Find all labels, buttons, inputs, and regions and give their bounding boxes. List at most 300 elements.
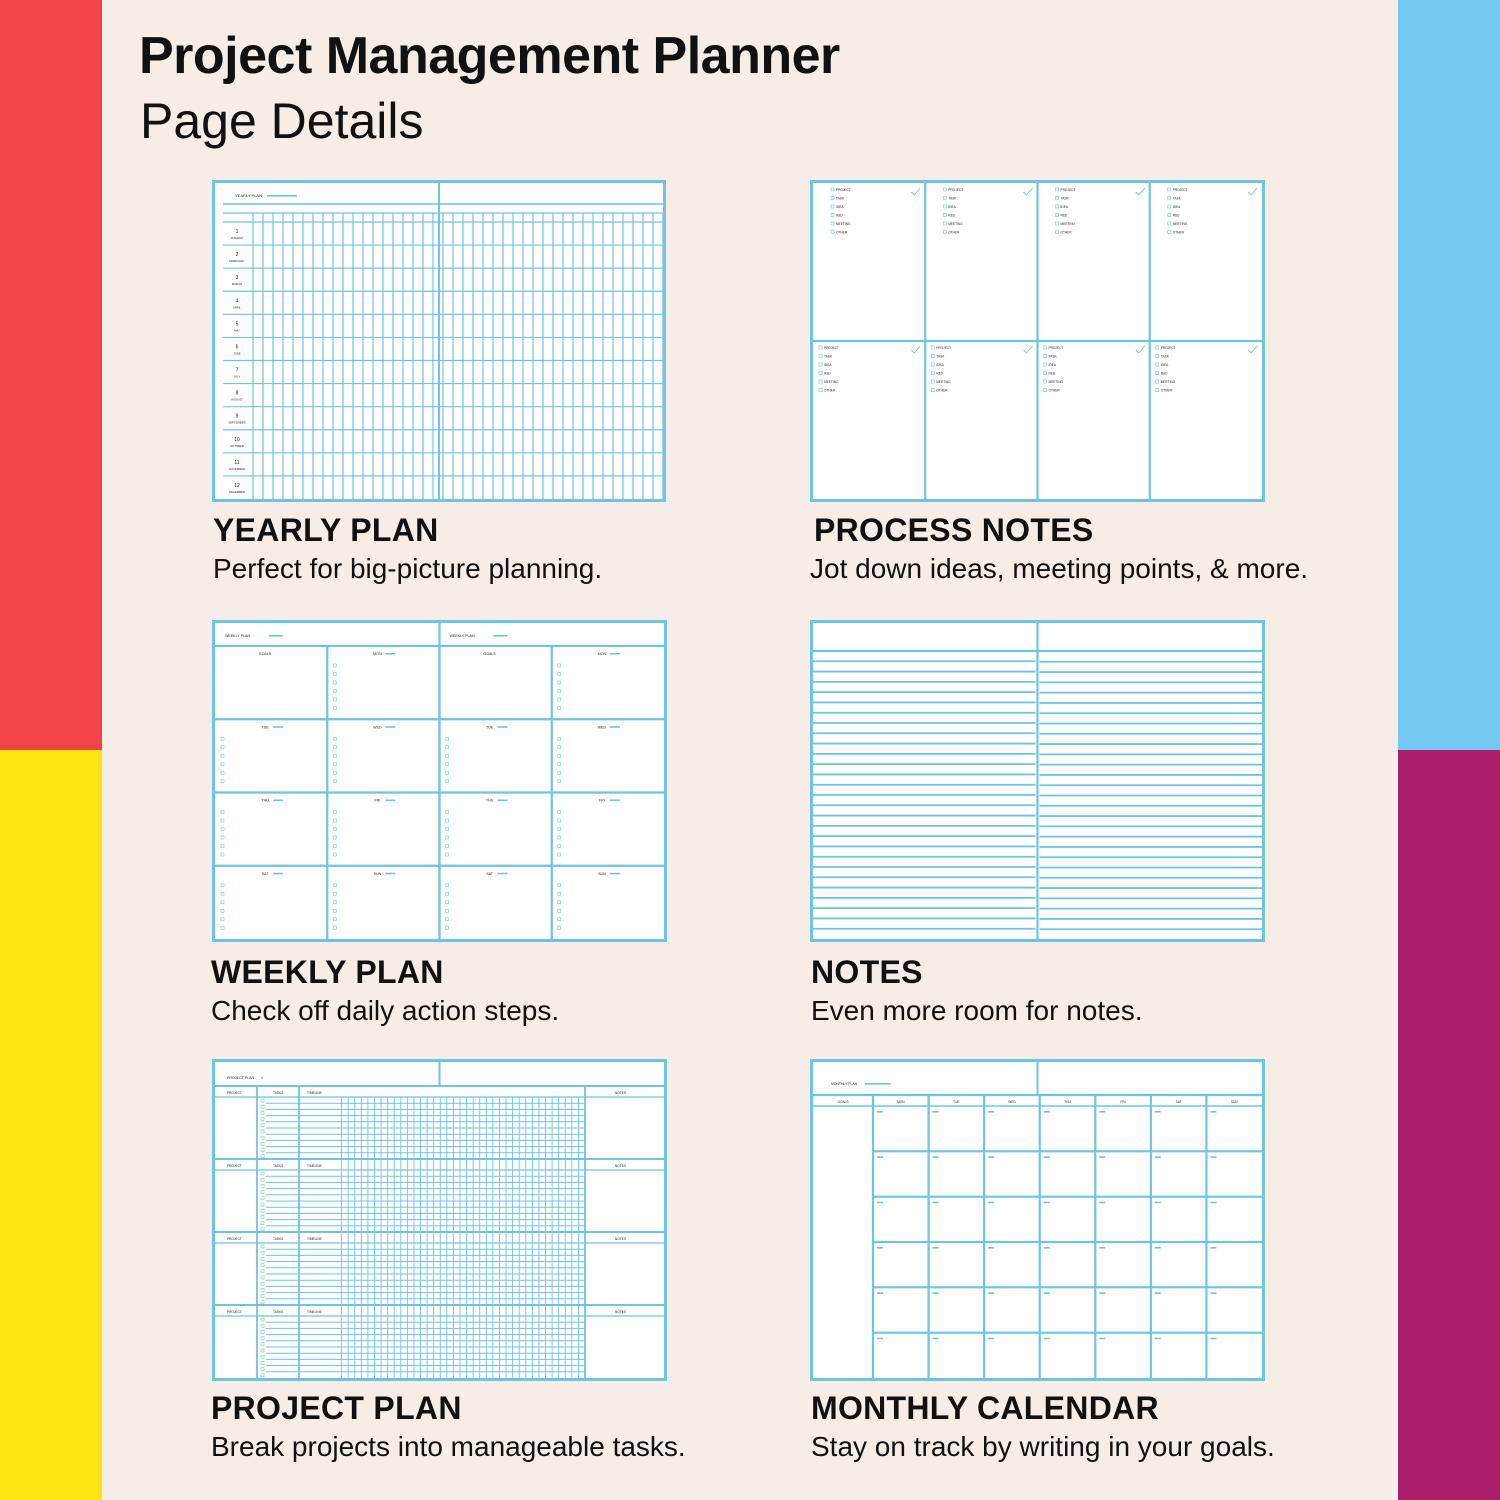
mini-label: R&D — [936, 371, 943, 376]
checkbox-icon — [558, 884, 561, 887]
mini-label: R&D — [1048, 371, 1056, 376]
date-dash — [933, 1338, 939, 1340]
mini-label: FRI — [598, 798, 605, 803]
mini-label: SAT — [1175, 1100, 1182, 1104]
checkbox-icon — [558, 698, 561, 701]
date-dash — [385, 873, 395, 875]
checkbox-icon — [931, 363, 934, 366]
date-dash — [988, 1338, 994, 1340]
checkbox-icon — [1156, 380, 1159, 383]
date-dash — [933, 1156, 939, 1158]
checkbox-icon — [831, 197, 834, 200]
checkbox-icon — [221, 884, 224, 887]
notes-description: Even more room for notes. — [811, 995, 1143, 1026]
checkbox-icon — [819, 355, 822, 358]
mini-label: YEARLY PLAN — [235, 193, 262, 198]
checkbox-icon — [558, 845, 561, 848]
checkbox-icon — [446, 853, 449, 856]
mini-label: SUN — [373, 871, 382, 876]
checkbox-icon — [261, 1301, 264, 1304]
checkbox-icon — [261, 1209, 264, 1212]
magenta-color-band — [1398, 750, 1500, 1500]
mini-label: SAT — [261, 871, 269, 876]
mini-label: TUE — [261, 725, 269, 730]
checkbox-icon — [261, 1257, 264, 1260]
mini-label: 4 — [235, 298, 239, 305]
date-dash — [1155, 1292, 1161, 1294]
mini-label: OTHER — [1172, 230, 1184, 235]
mini-label: NOTES — [615, 1310, 626, 1314]
date-dash — [877, 1111, 883, 1113]
checkbox-icon — [221, 771, 224, 774]
process-notes-title: PROCESS NOTES — [814, 512, 1094, 548]
checkbox-icon — [221, 892, 224, 895]
checkbox-icon — [446, 845, 449, 848]
mini-label: MEETING — [824, 380, 839, 384]
checkbox-icon — [558, 780, 561, 783]
checkbox-icon — [261, 1099, 264, 1102]
project-plan-description: Break projects into manageable tasks. — [211, 1431, 686, 1462]
mini-label: PROJECT — [227, 1237, 242, 1241]
mini-label: IDEA — [1060, 205, 1068, 209]
checkbox-icon — [831, 222, 834, 225]
checkbox-icon — [558, 681, 561, 684]
page-title: Project Management Planner — [139, 27, 840, 85]
checkbox-icon — [558, 811, 561, 814]
mini-label: TASKS — [273, 1091, 284, 1095]
checkbox-icon — [1156, 346, 1159, 349]
checkbox-icon — [931, 355, 934, 358]
checkbox-icon — [221, 926, 224, 929]
checkbox-icon — [261, 1282, 264, 1285]
mini-label: TUE — [486, 725, 494, 730]
date-dash — [877, 1202, 883, 1204]
monthly-calendar-grid — [813, 1062, 1262, 1378]
checkbox-icon — [1044, 372, 1047, 375]
mini-label: TIMELINE — [307, 1091, 322, 1095]
checkbox-icon — [558, 836, 561, 839]
checkbox-icon — [1168, 205, 1171, 208]
checkbox-icon — [261, 1324, 264, 1327]
monthly-calendar-page-preview — [810, 1059, 1265, 1381]
mini-label: OTHER — [1060, 230, 1072, 235]
date-dash — [498, 800, 508, 802]
checkbox-icon — [446, 746, 449, 749]
checkbox-icon — [261, 1105, 264, 1108]
checkbox-icon — [333, 828, 336, 831]
checkbox-icon — [558, 690, 561, 693]
mini-label: 3 — [235, 275, 239, 282]
checkbox-icon — [261, 1374, 264, 1377]
mini-label: DECEMBER — [229, 489, 245, 494]
date-dash — [1044, 1156, 1050, 1158]
checkbox-icon — [333, 845, 336, 848]
weekly-plan-page-preview — [212, 620, 667, 942]
date-dash — [1099, 1202, 1105, 1204]
mini-label: MON — [597, 652, 607, 656]
mini-label: OTHER — [824, 388, 836, 393]
weekly-plan-title: WEEKLY PLAN — [211, 954, 444, 990]
mini-label: MON — [897, 1100, 905, 1104]
checkbox-icon — [558, 707, 561, 710]
checkbox-icon — [261, 1343, 264, 1346]
checkbox-icon — [1056, 197, 1059, 200]
checkbox-icon — [446, 828, 449, 831]
mini-label: MEETING — [1048, 380, 1064, 384]
checkbox-icon — [333, 884, 336, 887]
checkbox-icon — [1156, 389, 1159, 392]
checkbox-icon — [333, 737, 336, 740]
checkbox-icon — [1168, 188, 1171, 191]
mini-label: WEEKLY PLAN — [449, 634, 475, 638]
mini-label: FRI — [1120, 1100, 1126, 1104]
date-dash — [498, 726, 508, 728]
mini-label: MON — [373, 652, 382, 656]
checkbox-icon — [1056, 231, 1059, 234]
checkmark-icon — [1024, 346, 1033, 353]
date-dash — [1099, 1156, 1105, 1158]
date-dash — [877, 1156, 883, 1158]
notes-title: NOTES — [811, 954, 923, 990]
process-notes-grid — [813, 183, 1262, 499]
checkbox-icon — [1168, 214, 1171, 217]
mini-label: PROJECT PLAN — [227, 1076, 255, 1080]
date-dash — [269, 635, 283, 637]
date-dash — [1044, 1247, 1050, 1249]
checkbox-icon — [1168, 197, 1171, 200]
checkbox-icon — [221, 737, 224, 740]
checkbox-icon — [558, 737, 561, 740]
date-dash — [1155, 1338, 1161, 1340]
checkbox-icon — [558, 763, 561, 766]
date-dash — [1099, 1111, 1105, 1113]
red-color-band — [0, 0, 102, 750]
mini-label: 1 — [235, 229, 239, 235]
process-notes-page-preview — [810, 180, 1265, 502]
checkbox-icon — [943, 222, 946, 225]
mini-label: WED — [1008, 1100, 1016, 1104]
checkbox-icon — [558, 673, 561, 676]
checkbox-icon — [1056, 188, 1059, 191]
mini-label: WED — [373, 725, 382, 730]
mini-label: OTHER — [1048, 388, 1060, 393]
checkbox-icon — [446, 754, 449, 757]
mini-label: MONTHLY PLAN — [831, 1082, 858, 1086]
mini-label: TASK — [1172, 196, 1181, 201]
mini-label: MAY — [234, 328, 240, 333]
checkmark-icon — [1024, 188, 1033, 195]
checkbox-icon — [1044, 346, 1047, 349]
mini-label: GOALS — [483, 652, 496, 656]
mini-label: 2 — [235, 252, 239, 259]
mini-label: TASKS — [273, 1310, 284, 1314]
checkbox-icon — [221, 828, 224, 831]
mini-label: TIMELINE — [307, 1310, 322, 1314]
mini-label: SAT — [486, 871, 493, 876]
monthly-calendar-title: MONTHLY CALENDAR — [811, 1390, 1159, 1426]
checkbox-icon — [446, 763, 449, 766]
checkbox-icon — [943, 231, 946, 234]
checkbox-icon — [819, 380, 822, 383]
mini-label: R&D — [948, 213, 955, 218]
date-dash — [1044, 1202, 1050, 1204]
date-dash — [877, 1247, 883, 1249]
checkbox-icon — [819, 346, 822, 349]
mini-label: TASK — [936, 354, 945, 359]
mini-label: 11 — [234, 459, 240, 466]
checkbox-icon — [221, 754, 224, 757]
yearly-plan-description: Perfect for big-picture planning. — [213, 553, 603, 584]
date-dash — [610, 800, 620, 802]
mini-label: PROJECT — [1048, 346, 1064, 350]
checkbox-icon — [446, 918, 449, 921]
mini-label: TASK — [1060, 196, 1069, 201]
checkbox-icon — [558, 853, 561, 856]
checkbox-icon — [261, 1337, 264, 1340]
checkbox-icon — [261, 1130, 264, 1133]
checkbox-icon — [1056, 214, 1059, 217]
mini-label: TASK — [1048, 354, 1057, 359]
mini-label: TASKS — [273, 1164, 284, 1168]
mini-label: IDEA — [1172, 205, 1181, 209]
mini-label: R&D — [836, 213, 843, 218]
checkbox-icon — [446, 819, 449, 822]
mini-label: TASK — [824, 354, 833, 359]
mini-label: MEETING — [948, 222, 963, 226]
notes-page-preview — [810, 620, 1265, 942]
checkbox-icon — [558, 901, 561, 904]
mini-label: IDEA — [1048, 363, 1056, 367]
checkbox-icon — [558, 918, 561, 921]
checkbox-icon — [261, 1197, 264, 1200]
checkbox-icon — [1044, 363, 1047, 366]
checkbox-icon — [261, 1215, 264, 1218]
checkbox-icon — [931, 380, 934, 383]
checkbox-icon — [221, 763, 224, 766]
project-plan-title: PROJECT PLAN — [211, 1390, 462, 1426]
mini-label: NOTES — [615, 1091, 626, 1095]
mini-label: 8 — [235, 390, 239, 397]
checkbox-icon — [261, 1245, 264, 1248]
checkbox-icon — [831, 214, 834, 217]
checkbox-icon — [333, 892, 336, 895]
checkbox-icon — [333, 681, 336, 684]
mini-label: OTHER — [836, 230, 848, 235]
mini-label: AUGUST — [231, 397, 243, 402]
yellow-color-band — [0, 750, 102, 1500]
mini-label: OTHER — [1160, 388, 1172, 393]
checkbox-icon — [446, 901, 449, 904]
checkbox-icon — [261, 1276, 264, 1279]
project-plan-grid — [215, 1062, 664, 1378]
checkbox-icon — [261, 1142, 264, 1145]
date-dash — [261, 1077, 263, 1079]
checkbox-icon — [446, 884, 449, 887]
checkbox-icon — [1168, 222, 1171, 225]
checkbox-icon — [943, 188, 946, 191]
mini-label: MEETING — [1160, 380, 1176, 384]
checkbox-icon — [831, 205, 834, 208]
checkbox-icon — [931, 346, 934, 349]
checkbox-icon — [261, 1149, 264, 1152]
checkbox-icon — [1168, 231, 1171, 234]
mini-label: SUN — [598, 871, 606, 876]
mini-label: MEETING — [1172, 222, 1188, 226]
checkbox-icon — [558, 746, 561, 749]
checkbox-icon — [558, 909, 561, 912]
checkbox-icon — [831, 188, 834, 191]
date-dash — [1155, 1202, 1161, 1204]
checkbox-icon — [931, 372, 934, 375]
mini-label: WEEKLY PLAN — [225, 634, 251, 638]
date-dash — [273, 873, 283, 875]
checkbox-icon — [333, 673, 336, 676]
mini-label: NOVEMBER — [228, 466, 246, 471]
checkbox-icon — [261, 1264, 264, 1267]
checkbox-icon — [446, 737, 449, 740]
checkbox-icon — [1044, 380, 1047, 383]
date-dash — [933, 1292, 939, 1294]
checkbox-icon — [333, 707, 336, 710]
date-dash — [1210, 1247, 1216, 1249]
date-dash — [988, 1202, 994, 1204]
date-dash — [933, 1247, 939, 1249]
checkbox-icon — [261, 1191, 264, 1194]
blue-color-band — [1398, 0, 1500, 750]
date-dash — [1210, 1202, 1216, 1204]
checkbox-icon — [221, 780, 224, 783]
date-dash — [933, 1111, 939, 1113]
checkbox-icon — [1156, 372, 1159, 375]
checkbox-icon — [261, 1222, 264, 1225]
date-dash — [1099, 1247, 1105, 1249]
process-notes-description: Jot down ideas, meeting points, & more. — [810, 553, 1309, 584]
checkbox-icon — [333, 811, 336, 814]
mini-label: SUN — [1230, 1100, 1238, 1104]
mini-label: PROJECT — [1060, 188, 1076, 192]
checkbox-icon — [446, 811, 449, 814]
date-dash — [1210, 1292, 1216, 1294]
notes-lines — [813, 623, 1262, 939]
date-dash — [1155, 1111, 1161, 1113]
checkbox-icon — [261, 1330, 264, 1333]
checkbox-icon — [261, 1361, 264, 1364]
checkmark-icon — [1248, 346, 1257, 353]
date-dash — [1044, 1292, 1050, 1294]
checkbox-icon — [819, 372, 822, 375]
checkbox-icon — [558, 754, 561, 757]
date-dash — [385, 726, 395, 728]
checkbox-icon — [446, 780, 449, 783]
checkbox-icon — [931, 389, 934, 392]
mini-label: PROJECT — [836, 188, 851, 192]
mini-label: THU — [485, 798, 494, 803]
mini-label: 10 — [234, 436, 240, 443]
weekly-plan-grid — [215, 623, 664, 939]
date-dash — [610, 873, 620, 875]
date-dash — [1044, 1338, 1050, 1340]
date-dash — [988, 1247, 994, 1249]
checkbox-icon — [558, 771, 561, 774]
date-dash — [877, 1292, 883, 1294]
mini-label: IDEA — [1160, 363, 1169, 367]
checkbox-icon — [831, 231, 834, 234]
checkbox-icon — [1044, 389, 1047, 392]
mini-label: PROJECT — [948, 188, 964, 192]
checkbox-icon — [221, 918, 224, 921]
mini-label: GOALS — [837, 1100, 849, 1104]
mini-label: PROJECT — [227, 1310, 242, 1314]
checkbox-icon — [333, 836, 336, 839]
mini-label: IDEA — [824, 363, 832, 367]
mini-label: JUNE — [233, 351, 241, 356]
checkbox-icon — [221, 746, 224, 749]
checkbox-icon — [1156, 363, 1159, 366]
mini-label: PROJECT — [936, 346, 952, 350]
checkbox-icon — [261, 1184, 264, 1187]
mini-label: TASK — [836, 196, 845, 201]
checkbox-icon — [261, 1251, 264, 1254]
mini-label: NOTES — [615, 1164, 626, 1168]
date-dash — [273, 800, 283, 802]
checkbox-icon — [333, 664, 336, 667]
mini-label: IDEA — [948, 205, 956, 209]
checkbox-icon — [446, 836, 449, 839]
page-subtitle: Page Details — [140, 93, 424, 149]
date-dash — [610, 653, 620, 655]
mini-label: 6 — [235, 344, 239, 351]
checkbox-icon — [261, 1136, 264, 1139]
mini-label: THU — [261, 798, 269, 803]
checkbox-icon — [558, 828, 561, 831]
checkbox-icon — [558, 664, 561, 667]
mini-label: MEETING — [936, 380, 951, 384]
checkbox-icon — [333, 780, 336, 783]
yearly-plan-page-preview — [212, 180, 666, 502]
checkbox-icon — [558, 926, 561, 929]
checkbox-icon — [261, 1368, 264, 1371]
mini-label: R&D — [824, 371, 831, 376]
checkbox-icon — [261, 1349, 264, 1352]
checkbox-icon — [261, 1111, 264, 1114]
checkbox-icon — [1056, 205, 1059, 208]
checkbox-icon — [333, 763, 336, 766]
checkbox-icon — [261, 1203, 264, 1206]
mini-label: GOALS — [258, 652, 272, 656]
mini-label: OTHER — [948, 230, 960, 235]
mini-label: SEPTEMBER — [228, 420, 246, 425]
checkbox-icon — [333, 926, 336, 929]
checkbox-icon — [261, 1155, 264, 1158]
mini-label: 9 — [235, 413, 239, 420]
checkbox-icon — [1156, 355, 1159, 358]
mini-label: R&D — [1160, 371, 1168, 376]
checkbox-icon — [261, 1270, 264, 1273]
checkbox-icon — [333, 690, 336, 693]
mini-label: MARCH — [231, 282, 243, 287]
mini-label: OTHER — [936, 388, 948, 393]
checkmark-icon — [911, 346, 920, 353]
yearly-plan-grid — [215, 183, 663, 499]
checkmark-icon — [911, 188, 920, 195]
checkbox-icon — [1044, 355, 1047, 358]
mini-label: TIMELINE — [307, 1164, 322, 1168]
weekly-plan-description: Check off daily action steps. — [211, 995, 560, 1026]
date-dash — [385, 800, 395, 802]
mini-label: TASK — [1160, 354, 1169, 359]
checkbox-icon — [261, 1172, 264, 1175]
mini-label: JULY — [233, 374, 241, 379]
